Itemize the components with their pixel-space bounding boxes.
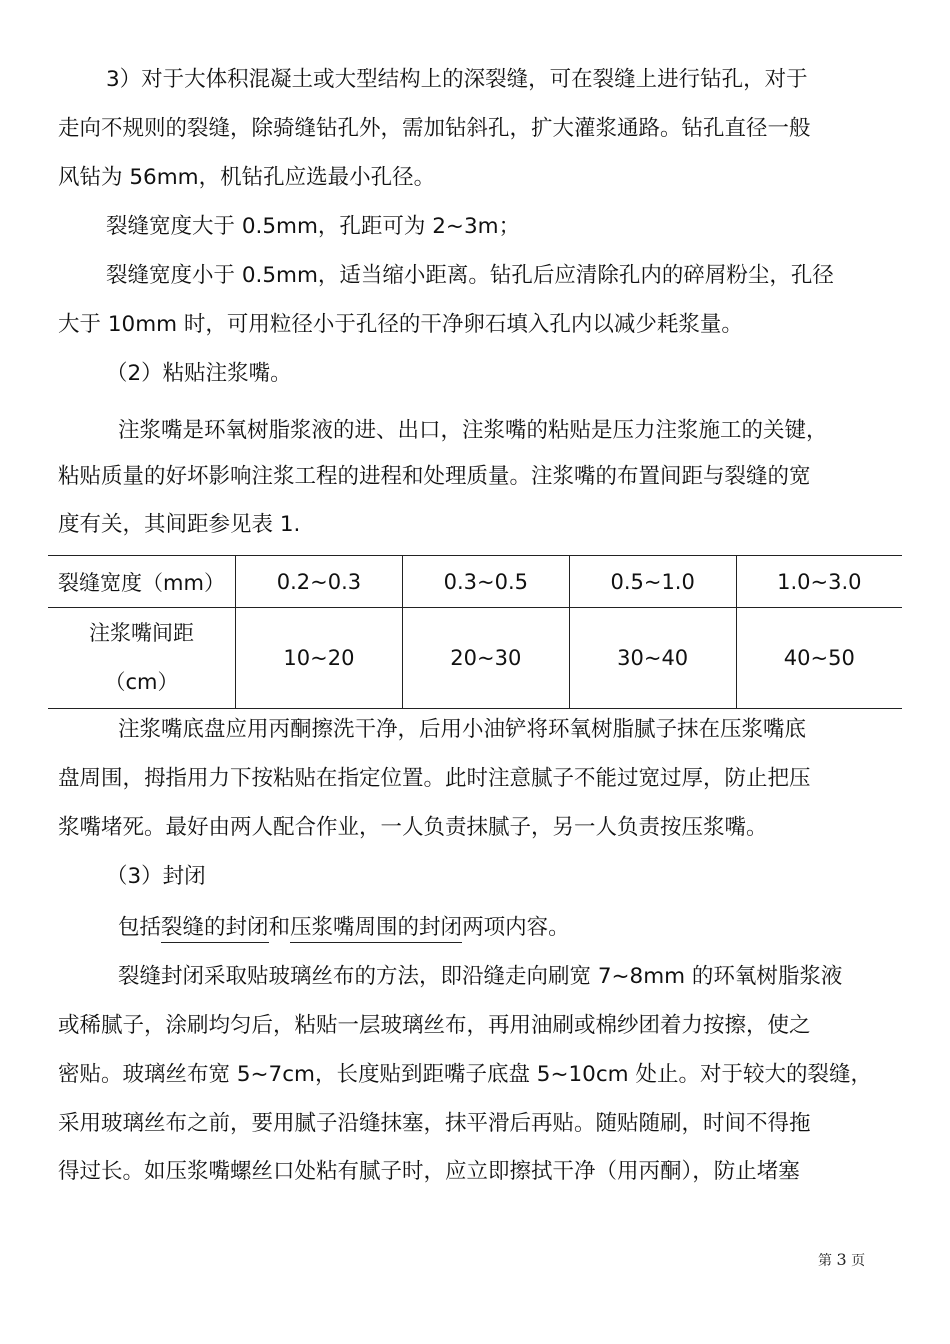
paragraph-drilling-line3: 风钻为 56mm，机钻孔应选最小孔径。 — [58, 165, 436, 190]
paragraph-nozzle-line1: 注浆嘴是环氧树脂浆液的进、出口，注浆嘴的粘贴是压力注浆施工的关键， — [118, 418, 828, 443]
paragraph-glass-cloth-line3: 密贴。玻璃丝布宽 5~7cm，长度贴到距嘴子底盘 5~10cm 处止。对于较大的裂缝， — [58, 1062, 872, 1087]
paragraph-drilling-line1: 3）对于大体积混凝土或大型结构上的深裂缝，可在裂缝上进行钻孔，对于 — [106, 67, 808, 92]
nozzle-spacing-table — [48, 555, 902, 709]
footer-suffix: 页 — [851, 1253, 866, 1269]
table-cell: 0.2~0.3 — [236, 556, 403, 608]
table-header-unit: （cm） — [104, 670, 179, 694]
table-cell: 30~40 — [569, 608, 736, 709]
paragraph-glass-cloth-line2: 或稀腻子，涂刷均匀后，粘贴一层玻璃丝布，再用油刷或棉纱团着力按擦，使之 — [58, 1013, 811, 1038]
paragraph-seal-scope — [58, 903, 900, 952]
paragraph-width-small-line2: 大于 10mm 时，可用粒径小于孔径的干净卵石填入孔内以减少耗浆量。 — [58, 312, 743, 337]
paragraph-base-line3: 浆嘴堵死。最好由两人配合作业，一人负责抹腻子，另一人负责按压浆嘴。 — [58, 815, 768, 840]
table-row — [48, 608, 902, 709]
text-fragment: 两项内容。 — [462, 915, 570, 940]
underlined-text: 裂缝的封闭 — [161, 915, 269, 943]
footer-prefix: 第 — [818, 1253, 832, 1269]
table-cell: 20~30 — [402, 608, 569, 709]
table-row — [48, 556, 902, 608]
table-header-crack-width: 裂缝宽度（mm） — [48, 556, 236, 608]
section-heading-2: （2）粘贴注浆嘴。 — [106, 361, 292, 386]
paragraph-drilling-line2: 走向不规则的裂缝，除骑缝钻孔外，需加钻斜孔，扩大灌浆通路。钻孔直径一般 — [58, 116, 811, 141]
paragraph-width-large: 裂缝宽度大于 0.5mm，孔距可为 2~3m； — [106, 214, 521, 239]
underlined-text: 压浆嘴周围的封闭 — [290, 915, 462, 943]
text-fragment: 包括 — [118, 915, 162, 940]
paragraph-glass-cloth-line5: 得过长。如压浆嘴螺丝口处粘有腻子时，应立即擦拭干净（用丙酮），防止堵塞 — [58, 1159, 800, 1184]
paragraph-base-line2: 盘周围，拇指用力下按粘贴在指定位置。此时注意腻子不能过宽过厚，防止把压 — [58, 766, 811, 791]
paragraph-glass-cloth-line4: 采用玻璃丝布之前，要用腻子沿缝抹塞，抹平滑后再贴。随贴随刷，时间不得拖 — [58, 1111, 811, 1136]
paragraph-nozzle-line2: 粘贴质量的好坏影响注浆工程的进程和处理质量。注浆嘴的布置间距与裂缝的宽 — [58, 464, 811, 489]
table-header-label: 注浆嘴间距 — [89, 621, 194, 645]
section-heading-3: （3）封闭 — [106, 864, 206, 889]
page-footer — [818, 1250, 865, 1270]
paragraph-nozzle-line3: 度有关，其间距参见表 1. — [58, 512, 301, 537]
text-fragment: 和 — [268, 915, 291, 940]
table-cell: 0.3~0.5 — [402, 556, 569, 608]
paragraph-glass-cloth-line1: 裂缝封闭采取贴玻璃丝布的方法，即沿缝走向刷宽 7~8mm 的环氧树脂浆液 — [118, 964, 843, 989]
paragraph-width-small-line1: 裂缝宽度小于 0.5mm，适当缩小距离。钻孔后应清除孔内的碎屑粉尘，孔径 — [106, 263, 834, 288]
table-cell: 10~20 — [236, 608, 403, 709]
table-cell: 1.0~3.0 — [736, 556, 902, 608]
paragraph-base-line1: 注浆嘴底盘应用丙酮擦洗干净，后用小油铲将环氧树脂腻子抹在压浆嘴底 — [118, 717, 807, 742]
table-cell: 0.5~1.0 — [569, 556, 736, 608]
table-header-nozzle-spacing — [48, 608, 236, 709]
table-cell: 40~50 — [736, 608, 902, 709]
page-number: 3 — [836, 1250, 847, 1269]
